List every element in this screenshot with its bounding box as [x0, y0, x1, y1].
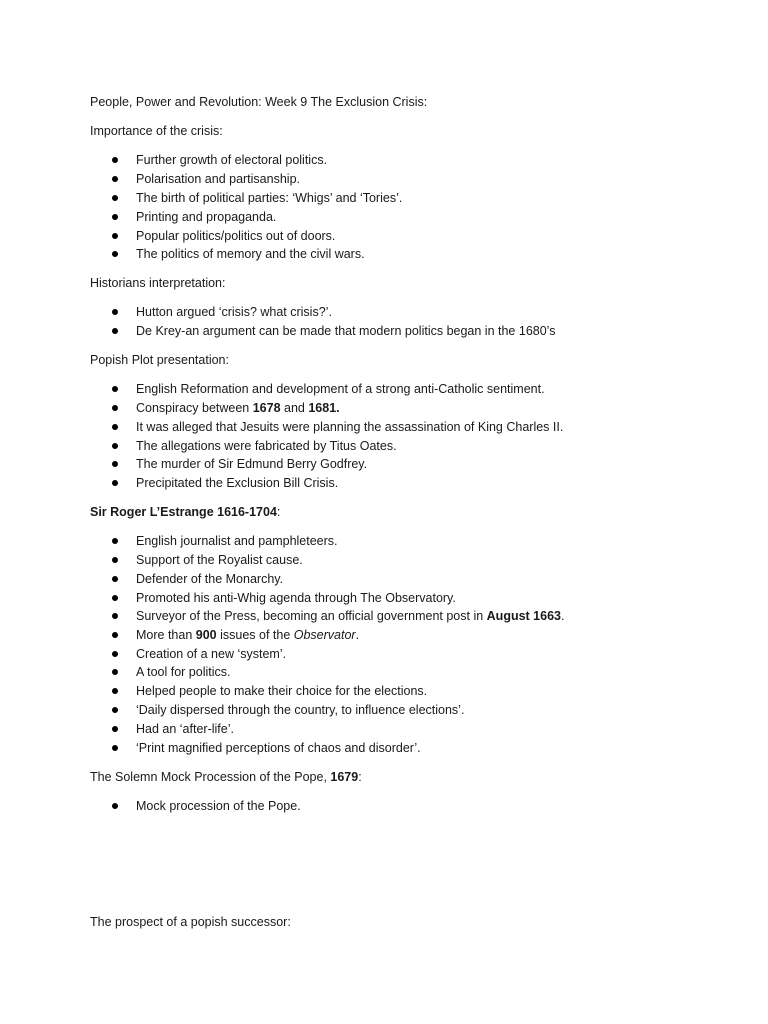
bullet-icon — [112, 688, 118, 694]
bullet-icon — [112, 214, 118, 220]
bullet-icon — [112, 803, 118, 809]
historians-heading: Historians interpretation: — [90, 276, 226, 290]
bullet-icon — [112, 251, 118, 257]
bullet-icon — [112, 386, 118, 392]
procession-heading: The Solemn Mock Procession of the Pope, 1679: — [90, 770, 362, 784]
bullet-icon — [112, 595, 118, 601]
bullet-icon — [112, 538, 118, 544]
bullet-icon — [112, 613, 118, 619]
bullet-icon — [112, 669, 118, 675]
bullet-icon — [112, 233, 118, 239]
bullet-icon — [112, 309, 118, 315]
lestrange-heading: Sir Roger L’Estrange 1616-1704: — [90, 505, 281, 519]
bullet-icon — [112, 176, 118, 182]
bullet-icon — [112, 157, 118, 163]
bullet-icon — [112, 557, 118, 563]
importance-heading: Importance of the crisis: — [90, 124, 223, 138]
bullet-icon — [112, 480, 118, 486]
successor-heading: The prospect of a popish successor: — [90, 915, 291, 929]
bullet-icon — [112, 632, 118, 638]
bullet-icon — [112, 707, 118, 713]
document-page: People, Power and Revolution: Week 9 The Exclusion Crisis: Importance of the crisis: Further growth of electoral politics. Polarisation and partisanship. The birth of political parties: ‘Whigs’ and ‘Tories’. Printing and propaganda. Popular politics/politics out of doors. The politics of memory and the civil wars. Historians interpretation: Hutton argued ‘crisis? what crisis?’. De Krey-an argument can be made that modern politics began in the 1680’s Popish Plot presentation: English Reformation and development of a strong anti-Catholic sentiment. Conspiracy between 1678 and 1681. It was alleged that Jesuits were planning the assassination of King Charles II. The allegations were fabricated by Titus Oates. The murder of Sir Edmund Berry Godfrey. Precipitated the Exclusion Bill Crisis. Sir Roger L’Estrange 1616-1704: English journalist and pamphleteers. Support of the Royalist cause. Defender of the Monarchy. Promoted his anti-Whig agenda through The Observatory. Surveyor of the Press, becoming an official government post in August 1663. More than 900 issues of the Observator. Creation of a new ‘system’. A tool for politics. Helped people to make their choice for the elections. ‘Daily dispersed through the country, to influence elections’. Had an ‘after-life’. ‘Print magnified perceptions of chaos and disorder’. The Solemn Mock Procession of the Pope, 1679: Mock procession of the Pope. The prospect of a popish successor: — [90, 95, 565, 929]
document-title: People, Power and Revolution: Week 9 The Exclusion Crisis: — [90, 95, 428, 109]
bullet-icon — [112, 443, 118, 449]
bullet-icon — [112, 328, 118, 334]
bullet-icon — [112, 461, 118, 467]
bullet-icon — [112, 405, 118, 411]
bullet-icon — [112, 726, 118, 732]
bullet-icon — [112, 195, 118, 201]
bullet-icon — [112, 745, 118, 751]
bullet-icon — [112, 424, 118, 430]
bullet-icon — [112, 576, 118, 582]
popish-plot-heading: Popish Plot presentation: — [90, 353, 229, 367]
bullet-icon — [112, 651, 118, 657]
